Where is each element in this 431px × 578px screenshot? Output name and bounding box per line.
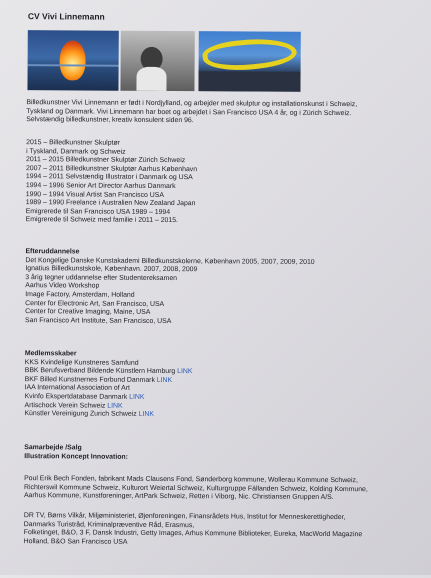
membership-item: BKF Billed Kunstnernes Forbund Danmark LINK — [25, 376, 193, 386]
education-item: Aarhus Video Workshop — [25, 282, 314, 292]
membership-link[interactable]: LINK — [129, 394, 144, 401]
career-list — [26, 139, 198, 226]
membership-item: Kvinfo Ekspertdatabase Danmark LINK — [25, 393, 193, 403]
membership-item: Künstler Vereinigung Zurich Schweiz LINK — [24, 410, 192, 420]
installation-photo — [198, 31, 300, 92]
education-item: Image Factory, Amsterdam, Holland — [25, 291, 314, 301]
career-item: Emigrerede til San Francisco USA 1989 – 1994 — [26, 208, 197, 218]
career-item: 1990 – 1994 Visual Artist San Francisco USA — [26, 191, 197, 201]
membership-item: KKS Kvindelige Kunstneres Samfund — [25, 359, 193, 369]
membership-link[interactable]: LINK — [107, 402, 122, 409]
membership-item: IAA International Association of Art — [25, 384, 193, 394]
page-title: CV Vivi Linnemann — [28, 11, 105, 21]
membership-heading: Medlemsskaber — [25, 350, 193, 360]
intro-paragraph: Billedkunstner Vivi Linnemann er født i Nordjylland, og arbejder med skulptur og installationskunst i Schweiz, Tyskland og Danmark. Vivi Linnemann har boet og arbejdet i San Francisco USA 4 år, og i Zürich Schweiz. Selvstændig billedkunstner, kreativ konsulent siden 96. — [26, 99, 357, 127]
membership-link[interactable]: LINK — [157, 377, 172, 384]
career-item: i Tyskland, Danmark og Schweiz — [26, 148, 197, 158]
education-section — [25, 248, 315, 327]
fire-sculpture-photo — [27, 30, 118, 91]
collab-paragraph-1: Poul Erik Bech Fonden, fabrikant Mads Clausens Fond, Sønderborg kommune, Wollerau Kommune Schweiz, Richterswil Kommune Schweiz, Kulturort Weiertal Schweiz, Kulturgruppe Fällanden Schweiz, Kolding Kommune, Aarhus Kommune, Kunstforeninger, ArtPark Schweiz, Retten i Viborg, Nic. Christiansen Gruppen A/S. — [24, 475, 368, 503]
collab-paragraph-2: DR TV, Børns Vilkår, Miljøministeriet, Øjenforeningen, Finansrådets Hus, Institut for Menneskerettigheder, Danmarks Turistråd, Kriminalpræventive Råd, Erasmus, Folketinget, B&O, 3 F, Dansk Industri, Getty Images, Arhus Kommune Biblioteker, Eureka, MacWorld Magazine Holland, B&O San Francisco USA — [24, 512, 363, 548]
artist-portrait-photo — [120, 31, 194, 91]
collab-section — [24, 444, 128, 462]
education-item: 3 årig tegner uddannelse efter Studentereksamen — [25, 274, 314, 284]
education-item: Ignatius Billedkunstskole, København. 2007, 2008, 2009 — [25, 265, 314, 275]
education-item: San Francisco Art Institute, San Francisco, USA — [25, 317, 314, 327]
collab-subheading: Illustration Koncept Innovation: — [24, 453, 128, 462]
career-item: Emigrerede til Schweiz med familie i 2011 – 2015. — [26, 216, 197, 226]
membership-item: BBK Berufsverband Bildende Künstlern Hamburg LINK — [25, 367, 193, 377]
education-item: Center for Creative Imaging, Maine, USA — [25, 308, 314, 318]
career-item: 2015 – Billedkunstner Skulptør — [26, 139, 197, 149]
career-item: 2007 – 2011 Billedkunstner Skulptør Aarhus København — [26, 165, 197, 175]
education-item: Det Kongelige Danske Kunstakademi Billedkunstskolerne, København 2005, 2007, 2009, 2010 — [25, 257, 314, 267]
membership-link[interactable]: LINK — [139, 411, 154, 418]
education-item: Center for Electronic Art, San Francisco, USA — [25, 300, 314, 310]
membership-link[interactable]: LINK — [177, 368, 192, 375]
education-heading: Efteruddannelse — [25, 248, 314, 258]
membership-item: Artischock Verein Schweiz LINK — [24, 402, 192, 412]
collab-heading: Samarbejde /Salg — [24, 444, 128, 453]
cv-page — [2, 0, 430, 578]
career-item: 1994 – 2011 Selvstændig Illustrator i Danmark og USA — [26, 174, 197, 184]
career-item: 1989 – 1990 Freelance i Australien New Zealand Japan — [26, 199, 197, 209]
career-item: 2011 – 2015 Billedkunstner Skulptør Zürich Schweiz — [26, 156, 197, 166]
membership-section — [24, 350, 192, 420]
career-item: 1994 – 1996 Senior Art Director Aarhus Danmark — [26, 182, 197, 192]
